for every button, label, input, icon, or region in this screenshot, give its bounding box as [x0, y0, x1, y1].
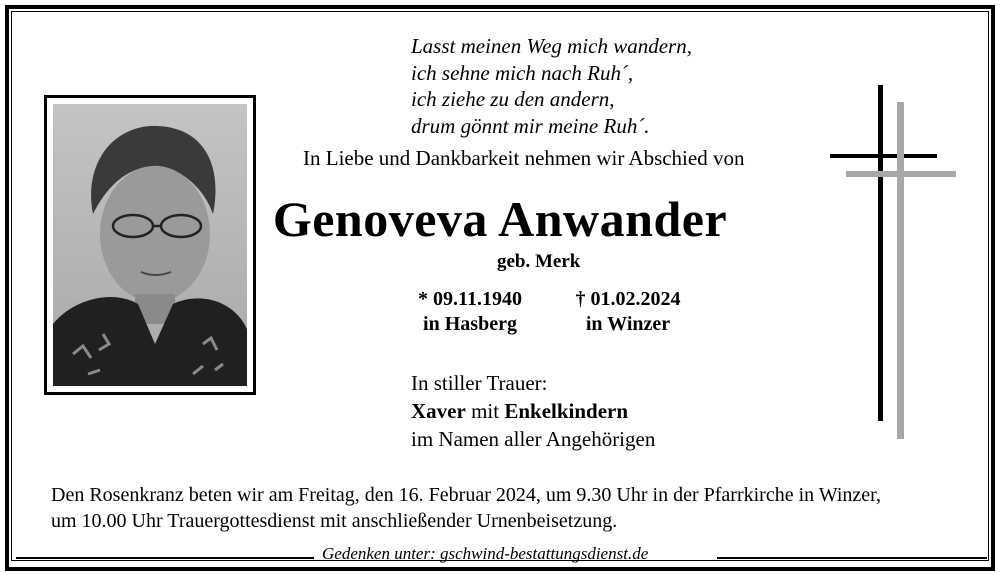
poem-line: Lasst meinen Weg mich wandern,	[411, 34, 692, 58]
mourners-names	[411, 397, 655, 425]
death-date: † 01.02.2024	[575, 288, 681, 310]
birth-info	[405, 287, 535, 337]
notice-line: Den Rosenkranz beten wir am Freitag, den 16. Februar 2024, um 9.30 Uhr in der Pfarrkirche in Winzer,	[51, 484, 882, 506]
birth-date: * 09.11.1940	[418, 288, 522, 310]
cross-icon	[820, 80, 960, 447]
poem-line: ich ziehe zu den andern,	[411, 87, 615, 111]
mourner-connector: mit	[471, 399, 500, 423]
poem-line: ich sehne mich nach Ruh´,	[411, 60, 634, 85]
poem	[411, 33, 692, 139]
mourners-heading: In stiller Trauer:	[411, 371, 548, 395]
maiden-name: geb. Merk	[497, 251, 581, 272]
poem-line: drum gönnt mir meine Ruh´.	[411, 113, 650, 138]
birth-place: in Hasberg	[423, 313, 517, 335]
service-notice	[51, 482, 881, 534]
footer-divider	[717, 557, 987, 559]
mourners	[411, 369, 655, 453]
farewell-intro: In Liebe und Dankbarkeit nehmen wir Abschied von	[303, 146, 745, 170]
death-info	[563, 287, 693, 337]
mourner-name: Xaver	[411, 399, 466, 423]
mourner-name: Enkelkindern	[504, 399, 629, 423]
notice-line: um 10.00 Uhr Trauergottesdienst mit anschließender Urnenbeisetzung.	[51, 510, 618, 532]
memorial-link[interactable]: Gedenken unter: gschwind-bestattungsdienst.de	[322, 544, 649, 563]
mourners-relatives: im Namen aller Angehörigen	[411, 427, 656, 451]
death-place: in Winzer	[585, 313, 671, 335]
footer-divider	[16, 557, 314, 559]
deceased-name-text: Genoveva Anwander	[272, 191, 728, 247]
